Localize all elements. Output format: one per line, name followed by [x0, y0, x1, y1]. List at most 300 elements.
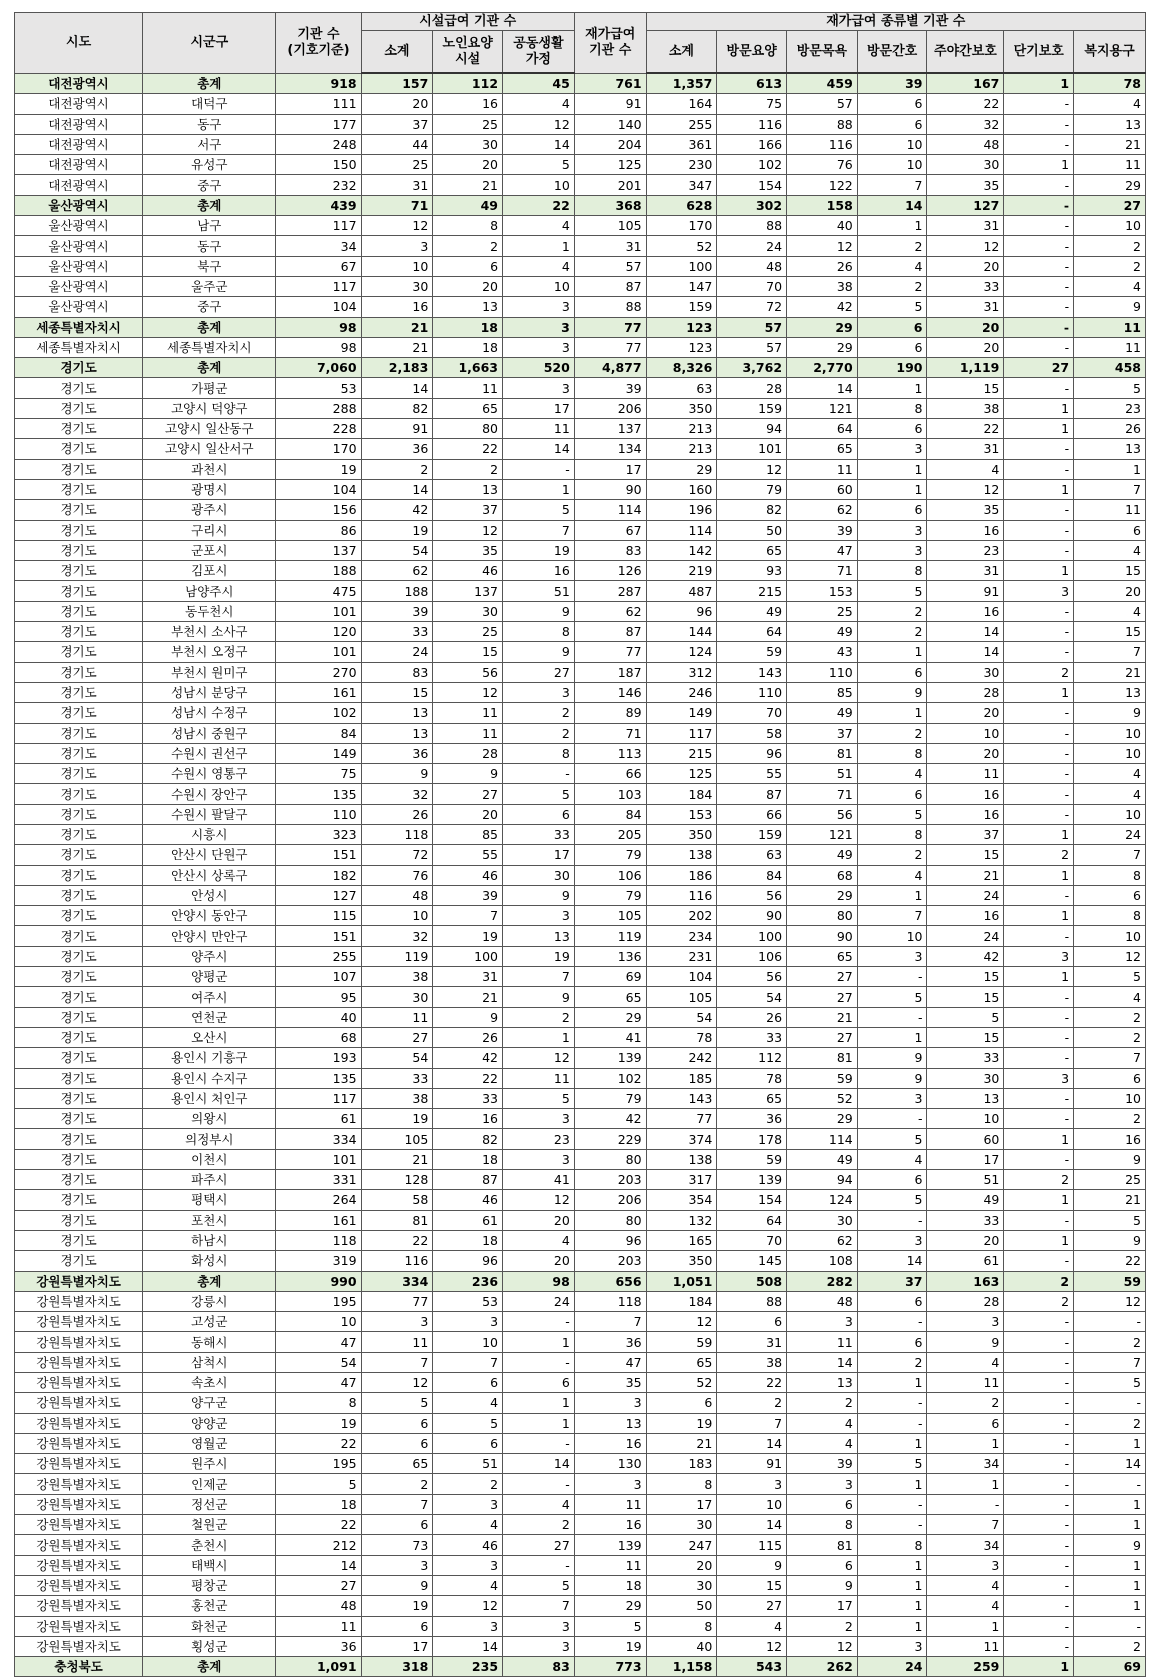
cell-total: 14: [276, 1555, 361, 1575]
cell-total: 27: [276, 1575, 361, 1595]
table-row: [15, 337, 1146, 357]
cell-welfare: 5: [1074, 967, 1146, 987]
cell-home: 3: [574, 1393, 646, 1413]
cell-fac-subtotal: 118: [361, 824, 433, 844]
cell-short: -: [1004, 1332, 1074, 1352]
cell-visit-care: 4: [717, 1616, 787, 1636]
cell-sigungu: 양평군: [143, 967, 276, 987]
cell-hs-subtotal: 231: [646, 946, 717, 966]
table-row: [15, 1535, 1146, 1555]
cell-fac-group: 20: [503, 1210, 575, 1230]
cell-short: 1: [1004, 73, 1074, 94]
cell-sido: 경기도: [15, 601, 143, 621]
cell-fac-subtotal: 14: [361, 479, 433, 499]
cell-visit-care: 159: [717, 398, 787, 418]
cell-welfare: 25: [1074, 1170, 1146, 1190]
cell-fac-nursing: 21: [433, 987, 503, 1007]
cell-welfare: 13: [1074, 114, 1146, 134]
cell-sigungu: 용인시 처인구: [143, 1088, 276, 1108]
cell-total: 264: [276, 1190, 361, 1210]
cell-welfare: 12: [1074, 946, 1146, 966]
cell-visit-care: 70: [717, 276, 787, 296]
cell-total: 319: [276, 1251, 361, 1271]
cell-short: -: [1004, 439, 1074, 459]
cell-home: 4,877: [574, 358, 646, 378]
cell-sigungu: 정선군: [143, 1494, 276, 1514]
cell-home: 761: [574, 73, 646, 94]
cell-home: 139: [574, 1048, 646, 1068]
cell-total: 120: [276, 622, 361, 642]
cell-visit-bath: 114: [787, 1129, 858, 1149]
cell-hs-subtotal: 6: [646, 1393, 717, 1413]
cell-visit-care: 7: [717, 1413, 787, 1433]
cell-home: 69: [574, 967, 646, 987]
cell-welfare: 13: [1074, 439, 1146, 459]
cell-fac-group: 98: [503, 1271, 575, 1291]
table-row: [15, 885, 1146, 905]
cell-sigungu: 연천군: [143, 1007, 276, 1027]
cell-visit-care: 70: [717, 703, 787, 723]
cell-visit-bath: 122: [787, 175, 858, 195]
cell-fac-nursing: 31: [433, 967, 503, 987]
cell-daynight: 15: [927, 967, 1004, 987]
cell-welfare: 11: [1074, 317, 1146, 337]
cell-fac-nursing: 18: [433, 1230, 503, 1250]
cell-visit-bath: 3: [787, 1474, 858, 1494]
table-row: [15, 297, 1146, 317]
cell-home: 83: [574, 540, 646, 560]
cell-hs-subtotal: 246: [646, 682, 717, 702]
cell-hs-subtotal: 123: [646, 317, 717, 337]
cell-visit-nurse: 10: [857, 926, 927, 946]
cell-visit-care: 65: [717, 1088, 787, 1108]
cell-fac-nursing: 16: [433, 1109, 503, 1129]
cell-short: 1: [1004, 398, 1074, 418]
cell-fac-subtotal: 62: [361, 561, 433, 581]
cell-home: 102: [574, 1068, 646, 1088]
cell-visit-bath: 25: [787, 601, 858, 621]
cell-total: 151: [276, 845, 361, 865]
cell-fac-group: 2: [503, 723, 575, 743]
cell-visit-nurse: 10: [857, 155, 927, 175]
cell-fac-subtotal: 65: [361, 1454, 433, 1474]
cell-home: 368: [574, 195, 646, 215]
cell-visit-nurse: 1: [857, 1596, 927, 1616]
cell-hs-subtotal: 255: [646, 114, 717, 134]
cell-total: 48: [276, 1596, 361, 1616]
cell-fac-nursing: 16: [433, 94, 503, 114]
cell-short: -: [1004, 1535, 1074, 1555]
cell-daynight: 12: [927, 479, 1004, 499]
cell-fac-group: -: [503, 1474, 575, 1494]
cell-daynight: 31: [927, 216, 1004, 236]
cell-sido: 경기도: [15, 622, 143, 642]
cell-home: 17: [574, 459, 646, 479]
cell-fac-subtotal: 13: [361, 723, 433, 743]
cell-welfare: 5: [1074, 378, 1146, 398]
col-header-visit-bath: 방문목욕: [787, 31, 858, 74]
cell-hs-subtotal: 196: [646, 500, 717, 520]
cell-fac-group: 4: [503, 1494, 575, 1514]
cell-fac-subtotal: 31: [361, 175, 433, 195]
table-row: [15, 1048, 1146, 1068]
cell-visit-care: 56: [717, 885, 787, 905]
table-row: [15, 1088, 1146, 1108]
cell-fac-subtotal: 6: [361, 1413, 433, 1433]
cell-fac-subtotal: 157: [361, 73, 433, 94]
cell-daynight: 3: [927, 1312, 1004, 1332]
cell-fac-nursing: 11: [433, 703, 503, 723]
cell-fac-subtotal: 20: [361, 94, 433, 114]
cell-hs-subtotal: 50: [646, 1596, 717, 1616]
cell-fac-group: 1: [503, 1413, 575, 1433]
cell-welfare: 1: [1074, 1575, 1146, 1595]
cell-fac-subtotal: 32: [361, 784, 433, 804]
cell-fac-subtotal: 334: [361, 1271, 433, 1291]
cell-fac-group: 3: [503, 1149, 575, 1169]
cell-sido: 강원특별자치도: [15, 1332, 143, 1352]
cell-fac-subtotal: 10: [361, 906, 433, 926]
cell-hs-subtotal: 125: [646, 764, 717, 784]
cell-fac-group: 17: [503, 845, 575, 865]
cell-sigungu: 용인시 기흥구: [143, 1048, 276, 1068]
cell-fac-subtotal: 81: [361, 1210, 433, 1230]
cell-hs-subtotal: 153: [646, 804, 717, 824]
cell-fac-group: 3: [503, 906, 575, 926]
cell-short: -: [1004, 1352, 1074, 1372]
cell-total: 107: [276, 967, 361, 987]
cell-short: 2: [1004, 1170, 1074, 1190]
cell-daynight: 60: [927, 1129, 1004, 1149]
cell-welfare: 26: [1074, 419, 1146, 439]
cell-fac-nursing: 65: [433, 398, 503, 418]
cell-visit-nurse: 7: [857, 906, 927, 926]
cell-fac-subtotal: 91: [361, 419, 433, 439]
col-group-facility: 시설급여 기관 수: [361, 13, 574, 31]
col-header-home-line2: 기관 수: [589, 42, 632, 58]
cell-fac-subtotal: 21: [361, 1149, 433, 1169]
cell-welfare: 2: [1074, 1636, 1146, 1656]
cell-visit-nurse: 6: [857, 784, 927, 804]
cell-visit-bath: 12: [787, 236, 858, 256]
cell-fac-nursing: 4: [433, 1515, 503, 1535]
cell-fac-nursing: 19: [433, 926, 503, 946]
cell-fac-nursing: 20: [433, 155, 503, 175]
cell-sido: 울산광역시: [15, 256, 143, 276]
cell-visit-nurse: 9: [857, 1048, 927, 1068]
cell-total: 195: [276, 1454, 361, 1474]
cell-sigungu: 성남시 분당구: [143, 682, 276, 702]
cell-fac-subtotal: 19: [361, 1109, 433, 1129]
cell-home: 125: [574, 155, 646, 175]
cell-visit-bath: 3: [787, 1312, 858, 1332]
cell-short: -: [1004, 337, 1074, 357]
cell-total: 195: [276, 1291, 361, 1311]
cell-sido: 강원특별자치도: [15, 1616, 143, 1636]
cell-total: 47: [276, 1373, 361, 1393]
cell-daynight: 28: [927, 682, 1004, 702]
cell-welfare: 5: [1074, 1373, 1146, 1393]
cell-fac-group: 5: [503, 500, 575, 520]
cell-sido: 경기도: [15, 926, 143, 946]
col-header-fac-group: [503, 31, 575, 74]
cell-sigungu: 이천시: [143, 1149, 276, 1169]
cell-visit-care: 50: [717, 520, 787, 540]
cell-home: 106: [574, 865, 646, 885]
cell-fac-group: 3: [503, 378, 575, 398]
col-header-total: [276, 13, 361, 74]
table-row: [15, 1251, 1146, 1271]
cell-visit-care: 12: [717, 459, 787, 479]
cell-daynight: 22: [927, 94, 1004, 114]
cell-short: -: [1004, 1088, 1074, 1108]
cell-total: 111: [276, 94, 361, 114]
cell-sigungu: 총계: [143, 195, 276, 215]
table-row: [15, 967, 1146, 987]
cell-visit-care: 12: [717, 1636, 787, 1656]
cell-visit-bath: 21: [787, 1007, 858, 1027]
cell-total: 19: [276, 459, 361, 479]
cell-home: 126: [574, 561, 646, 581]
cell-visit-nurse: 2: [857, 1352, 927, 1372]
cell-hs-subtotal: 247: [646, 1535, 717, 1555]
table-row: [15, 155, 1146, 175]
cell-hs-subtotal: 19: [646, 1413, 717, 1433]
cell-visit-care: 28: [717, 378, 787, 398]
cell-visit-care: 159: [717, 824, 787, 844]
cell-visit-bath: 17: [787, 1596, 858, 1616]
cell-visit-bath: 48: [787, 1291, 858, 1311]
cell-sigungu: 부천시 소사구: [143, 622, 276, 642]
cell-fac-subtotal: 12: [361, 216, 433, 236]
cell-sido: 경기도: [15, 865, 143, 885]
table-row: [15, 1636, 1146, 1656]
cell-sido: 경기도: [15, 1109, 143, 1129]
cell-visit-care: 9: [717, 1555, 787, 1575]
cell-fac-group: 14: [503, 439, 575, 459]
cell-sido: 대전광역시: [15, 114, 143, 134]
cell-sigungu: 고양시 일산서구: [143, 439, 276, 459]
cell-total: 1,091: [276, 1657, 361, 1677]
cell-home: 203: [574, 1251, 646, 1271]
cell-short: -: [1004, 1616, 1074, 1636]
cell-fac-group: 4: [503, 1230, 575, 1250]
cell-visit-bath: 81: [787, 743, 858, 763]
cell-visit-care: 6: [717, 1312, 787, 1332]
cell-visit-care: 14: [717, 1433, 787, 1453]
cell-visit-care: 613: [717, 73, 787, 94]
cell-fac-group: 8: [503, 622, 575, 642]
cell-fac-nursing: 49: [433, 195, 503, 215]
cell-visit-bath: 71: [787, 784, 858, 804]
cell-visit-nurse: 6: [857, 1291, 927, 1311]
cell-visit-care: 63: [717, 845, 787, 865]
cell-visit-nurse: 1: [857, 1575, 927, 1595]
cell-hs-subtotal: 317: [646, 1170, 717, 1190]
cell-short: -: [1004, 520, 1074, 540]
cell-daynight: 1: [927, 1433, 1004, 1453]
cell-welfare: 4: [1074, 94, 1146, 114]
cell-total: 127: [276, 885, 361, 905]
cell-short: -: [1004, 216, 1074, 236]
cell-visit-bath: 12: [787, 1636, 858, 1656]
cell-fac-subtotal: 19: [361, 520, 433, 540]
cell-visit-bath: 49: [787, 622, 858, 642]
cell-hs-subtotal: 149: [646, 703, 717, 723]
cell-sigungu: 수원시 장안구: [143, 784, 276, 804]
cell-hs-subtotal: 186: [646, 865, 717, 885]
cell-fac-group: 1: [503, 1393, 575, 1413]
cell-fac-nursing: 28: [433, 743, 503, 763]
cell-visit-bath: 6: [787, 1555, 858, 1575]
cell-visit-care: 106: [717, 946, 787, 966]
cell-visit-bath: 8: [787, 1515, 858, 1535]
cell-visit-nurse: 1: [857, 1555, 927, 1575]
cell-visit-nurse: -: [857, 1210, 927, 1230]
cell-visit-bath: 64: [787, 419, 858, 439]
cell-home: 206: [574, 398, 646, 418]
cell-sigungu: 중구: [143, 297, 276, 317]
cell-hs-subtotal: 361: [646, 134, 717, 154]
cell-visit-bath: 76: [787, 155, 858, 175]
cell-fac-nursing: 9: [433, 764, 503, 784]
cell-total: 19: [276, 1413, 361, 1433]
table-row: [15, 134, 1146, 154]
cell-hs-subtotal: 8: [646, 1616, 717, 1636]
cell-sigungu: 광명시: [143, 479, 276, 499]
cell-visit-bath: 26: [787, 256, 858, 276]
cell-daynight: 15: [927, 987, 1004, 1007]
cell-visit-bath: 38: [787, 276, 858, 296]
cell-welfare: 11: [1074, 155, 1146, 175]
table-row: [15, 865, 1146, 885]
cell-short: -: [1004, 236, 1074, 256]
table-row: [15, 1149, 1146, 1169]
cell-daynight: -: [927, 1494, 1004, 1514]
cell-visit-nurse: 9: [857, 1068, 927, 1088]
cell-daynight: 16: [927, 906, 1004, 926]
cell-sido: 세종특별자치시: [15, 337, 143, 357]
cell-hs-subtotal: 350: [646, 1251, 717, 1271]
cell-fac-group: 1: [503, 236, 575, 256]
cell-sido: 강원특별자치도: [15, 1271, 143, 1291]
cell-hs-subtotal: 1,158: [646, 1657, 717, 1677]
cell-sigungu: 대덕구: [143, 94, 276, 114]
cell-fac-nursing: 11: [433, 378, 503, 398]
cell-fac-nursing: 87: [433, 1170, 503, 1190]
cell-total: 918: [276, 73, 361, 94]
cell-visit-bath: 11: [787, 1332, 858, 1352]
cell-visit-bath: 121: [787, 824, 858, 844]
cell-fac-nursing: 13: [433, 297, 503, 317]
cell-sido: 경기도: [15, 967, 143, 987]
cell-short: -: [1004, 297, 1074, 317]
cell-visit-bath: 60: [787, 479, 858, 499]
cell-daynight: 16: [927, 804, 1004, 824]
cell-fac-nursing: 22: [433, 1068, 503, 1088]
cell-fac-group: 27: [503, 662, 575, 682]
cell-visit-nurse: 1: [857, 885, 927, 905]
cell-visit-nurse: 4: [857, 1149, 927, 1169]
cell-fac-group: -: [503, 1555, 575, 1575]
cell-visit-nurse: 6: [857, 1170, 927, 1190]
cell-fac-subtotal: 30: [361, 987, 433, 1007]
cell-fac-nursing: 12: [433, 682, 503, 702]
cell-fac-subtotal: 33: [361, 622, 433, 642]
cell-fac-nursing: 35: [433, 540, 503, 560]
cell-sigungu: 고양시 덕양구: [143, 398, 276, 418]
cell-fac-nursing: 18: [433, 337, 503, 357]
cell-total: 68: [276, 1027, 361, 1047]
table-row: [15, 175, 1146, 195]
cell-home: 77: [574, 317, 646, 337]
cell-visit-care: 84: [717, 865, 787, 885]
cell-fac-nursing: 85: [433, 824, 503, 844]
table-row: [15, 1616, 1146, 1636]
cell-visit-care: 57: [717, 317, 787, 337]
cell-sigungu: 동구: [143, 236, 276, 256]
cell-welfare: 1: [1074, 459, 1146, 479]
cell-sigungu: 총계: [143, 317, 276, 337]
cell-visit-bath: 6: [787, 1494, 858, 1514]
cell-hs-subtotal: 628: [646, 195, 717, 215]
cell-welfare: -: [1074, 1616, 1146, 1636]
cell-sido: 경기도: [15, 682, 143, 702]
cell-sido: 경기도: [15, 540, 143, 560]
cell-hs-subtotal: 160: [646, 479, 717, 499]
col-header-home: [574, 13, 646, 74]
cell-visit-nurse: 9: [857, 682, 927, 702]
cell-sigungu: 구리시: [143, 520, 276, 540]
cell-short: -: [1004, 1027, 1074, 1047]
cell-daynight: 20: [927, 1230, 1004, 1250]
cell-fac-subtotal: 21: [361, 317, 433, 337]
cell-fac-subtotal: 42: [361, 500, 433, 520]
cell-daynight: 31: [927, 561, 1004, 581]
cell-visit-nurse: 3: [857, 1636, 927, 1656]
cell-total: 110: [276, 804, 361, 824]
cell-visit-bath: 57: [787, 94, 858, 114]
cell-welfare: 14: [1074, 1454, 1146, 1474]
cell-short: 3: [1004, 581, 1074, 601]
cell-visit-care: 64: [717, 1210, 787, 1230]
cell-daynight: 30: [927, 662, 1004, 682]
table-row: [15, 581, 1146, 601]
cell-welfare: 10: [1074, 926, 1146, 946]
cell-visit-care: 75: [717, 94, 787, 114]
cell-home: 87: [574, 276, 646, 296]
cell-fac-group: 11: [503, 419, 575, 439]
cell-sigungu: 인제군: [143, 1474, 276, 1494]
cell-fac-nursing: 137: [433, 581, 503, 601]
cell-welfare: 10: [1074, 1088, 1146, 1108]
cell-visit-nurse: 3: [857, 1230, 927, 1250]
cell-visit-care: 94: [717, 419, 787, 439]
cell-daynight: 51: [927, 1170, 1004, 1190]
cell-daynight: 4: [927, 459, 1004, 479]
cell-welfare: 2: [1074, 1413, 1146, 1433]
cell-sigungu: 부천시 원미구: [143, 662, 276, 682]
cell-visit-nurse: 39: [857, 73, 927, 94]
cell-total: 98: [276, 317, 361, 337]
cell-daynight: 31: [927, 439, 1004, 459]
cell-daynight: 167: [927, 73, 1004, 94]
cell-fac-nursing: 235: [433, 1657, 503, 1677]
cell-daynight: 1: [927, 1474, 1004, 1494]
cell-fac-subtotal: 6: [361, 1616, 433, 1636]
cell-fac-subtotal: 38: [361, 1088, 433, 1108]
table-row: [15, 784, 1146, 804]
